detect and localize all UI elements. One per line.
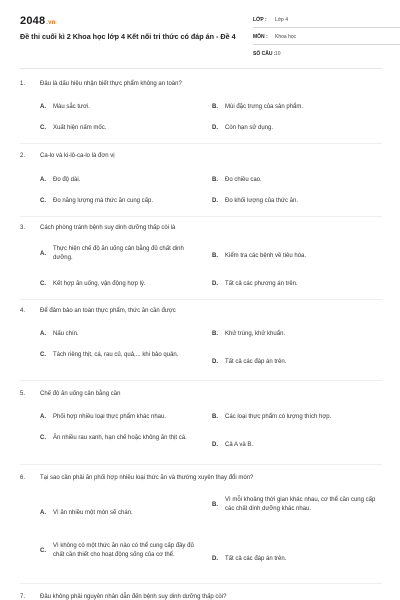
question-number: 2. [20, 153, 26, 159]
question-1 [20, 80, 382, 89]
document-header [20, 15, 382, 59]
option-letter: B. [212, 501, 218, 508]
meta-row-count [253, 49, 400, 62]
option-letter: C. [40, 281, 46, 287]
option-text: Xuất hiện nấm mốc. [53, 125, 107, 131]
meta-label: LỚP : [253, 17, 267, 23]
option-letter: C. [40, 125, 46, 131]
option-text: Tất cả các đáp án trên. [225, 359, 287, 365]
question-stem: Chế độ ăn uống cân bằng cần [40, 391, 121, 397]
option-text: Vì mỗi khoảng thời gian khác nhau, cơ thể cần cung cấp các chất dinh dưỡng khác nhau. [225, 497, 376, 512]
option-4d[interactable] [212, 358, 382, 367]
option-3d[interactable] [212, 280, 382, 289]
question-3 [20, 224, 382, 233]
meta-label: MÔN : [253, 34, 268, 40]
question-6 [20, 474, 382, 483]
option-6b[interactable] [212, 496, 382, 514]
option-letter: C. [40, 435, 46, 441]
option-letter: C. [40, 198, 46, 204]
question-stem: Tại sao cần phải ăn phối hợp nhiều loại thức ăn và thường xuyên thay đổi món? [40, 475, 254, 481]
option-text: Đo năng lượng mà thức ăn cung cấp. [53, 198, 154, 204]
question-2 [20, 152, 382, 161]
meta-value: 10 [275, 51, 281, 57]
option-letter: D. [212, 556, 218, 562]
option-letter: D. [212, 442, 218, 448]
question-5 [20, 390, 382, 399]
option-4b[interactable] [212, 330, 382, 339]
option-3c[interactable] [40, 280, 205, 289]
option-1c[interactable] [40, 124, 200, 133]
option-2a[interactable] [40, 176, 200, 185]
option-letter: A. [40, 250, 46, 257]
question-text [20, 152, 382, 161]
option-text: Các loại thực phẩm có lượng thích hợp. [225, 414, 332, 420]
option-text: Thực hiện chế độ ăn uống cân bằng đủ chất dinh dưỡng. [53, 246, 184, 261]
logo-main-text: 2048 [20, 15, 46, 27]
option-text: Đo độ dài. [53, 177, 81, 183]
option-3b[interactable] [212, 252, 382, 261]
option-5c[interactable] [40, 434, 205, 443]
option-text: Nấu chín. [53, 331, 79, 337]
option-letter: D. [212, 198, 218, 204]
option-letter: B. [212, 414, 218, 420]
option-letter: A. [40, 177, 46, 183]
option-2b[interactable] [212, 176, 382, 185]
option-text: Màu sắc tươi. [53, 104, 90, 110]
question-7 [20, 593, 382, 600]
meta-label: SỐ CÂU : [253, 51, 276, 57]
question-stem: Ca-lo và ki-lô-ca-lo là đơn vị [40, 153, 115, 159]
option-5d[interactable] [212, 441, 382, 450]
option-text: Khử trùng, khử khuẩn. [225, 331, 286, 337]
meta-row-class [253, 15, 400, 28]
option-3a[interactable] [40, 245, 200, 263]
option-letter: B. [212, 331, 218, 337]
option-text: Tách riêng thịt, cá, rau củ, quả,... khi bảo quản. [53, 352, 179, 358]
question-number: 6. [20, 475, 26, 481]
page-title: Đề thi cuối kì 2 Khoa học lớp 4 Kết nối tri thức có đáp án - Đề 4 [20, 32, 236, 41]
option-letter: A. [40, 510, 46, 516]
option-text: Còn hạn sử dụng. [225, 125, 274, 131]
question-divider [20, 216, 382, 217]
question-number: 3. [20, 225, 26, 231]
option-text: Phối hợp nhiều loại thực phẩm khác nhau. [53, 414, 167, 420]
question-divider [20, 299, 382, 300]
question-text [20, 224, 382, 233]
question-number: 4. [20, 308, 26, 314]
option-6d[interactable] [212, 555, 382, 564]
exam-meta [253, 15, 400, 66]
option-text: Mùi đặc trưng của sản phẩm. [225, 104, 304, 110]
option-text: Ăn nhiều rau xanh, hạn chế hoặc không ăn thịt cá. [53, 435, 187, 441]
header-divider [20, 68, 382, 69]
option-letter: C. [40, 547, 46, 554]
option-2c[interactable] [40, 197, 210, 206]
question-text [20, 80, 382, 89]
option-text: Vì không có một thức ăn nào có thể cung cấp đầy đủ chất cần thiết cho hoạt động sống của cơ thể. [53, 543, 194, 558]
option-letter: D. [212, 125, 218, 131]
site-logo[interactable] [20, 15, 56, 27]
question-stem: Đâu không phải nguyên nhân dẫn đến bệnh suy dinh dưỡng thấp còi? [40, 594, 227, 600]
option-letter: A. [40, 104, 46, 110]
option-text: Tất cả các đáp án trên. [225, 556, 287, 562]
option-text: Kiểm tra các bệnh về tiêu hóa. [225, 253, 307, 259]
question-text [20, 390, 382, 399]
question-divider [20, 464, 382, 465]
question-text [20, 593, 382, 600]
option-4c[interactable] [40, 351, 200, 360]
option-letter: D. [212, 359, 218, 365]
meta-value: Khoa học [275, 34, 297, 40]
question-number: 5. [20, 391, 26, 397]
option-letter: C. [40, 352, 46, 358]
option-1b[interactable] [212, 103, 382, 112]
option-letter: A. [40, 331, 46, 337]
question-4 [20, 307, 382, 316]
option-text: Kết hợp ăn uống, vận động hợp lý. [53, 281, 146, 287]
option-text: Đo khối lượng của thức ăn. [225, 198, 299, 204]
meta-value: Lớp 4 [275, 17, 289, 23]
question-stem: Để đảm bảo an toàn thực phẩm, thức ăn cần được [40, 308, 176, 314]
meta-row-subject [253, 32, 400, 45]
option-5a[interactable] [40, 413, 210, 422]
option-text: Cả A và B. [225, 442, 254, 448]
option-letter: A. [40, 414, 46, 420]
option-text: Đo chiều cao. [225, 177, 262, 183]
option-6c[interactable] [40, 542, 205, 560]
option-text: Tất cả các phương án trên. [225, 281, 298, 287]
option-letter: B. [212, 253, 218, 259]
option-letter: B. [212, 177, 218, 183]
option-1d[interactable] [212, 124, 382, 133]
option-2d[interactable] [212, 197, 382, 206]
option-letter: D. [212, 281, 218, 287]
question-divider [20, 583, 382, 584]
question-number: 7. [20, 594, 26, 600]
option-6a[interactable] [40, 509, 205, 518]
question-stem: Đâu là dấu hiệu nhận biết thực phẩm không an toàn? [40, 81, 182, 87]
question-divider [20, 380, 382, 381]
option-4a[interactable] [40, 330, 200, 339]
option-text: Vì ăn nhiều một món sẽ chán. [53, 510, 133, 516]
question-text [20, 474, 382, 483]
option-1a[interactable] [40, 103, 200, 112]
question-number: 1. [20, 81, 26, 87]
question-text [20, 307, 382, 316]
logo-suffix-text: .vn [46, 20, 56, 26]
option-letter: B. [212, 104, 218, 110]
option-5b[interactable] [212, 413, 382, 422]
question-stem: Cách phòng tránh bệnh suy dinh dưỡng thấp còi là [40, 225, 176, 231]
question-divider [20, 143, 382, 144]
